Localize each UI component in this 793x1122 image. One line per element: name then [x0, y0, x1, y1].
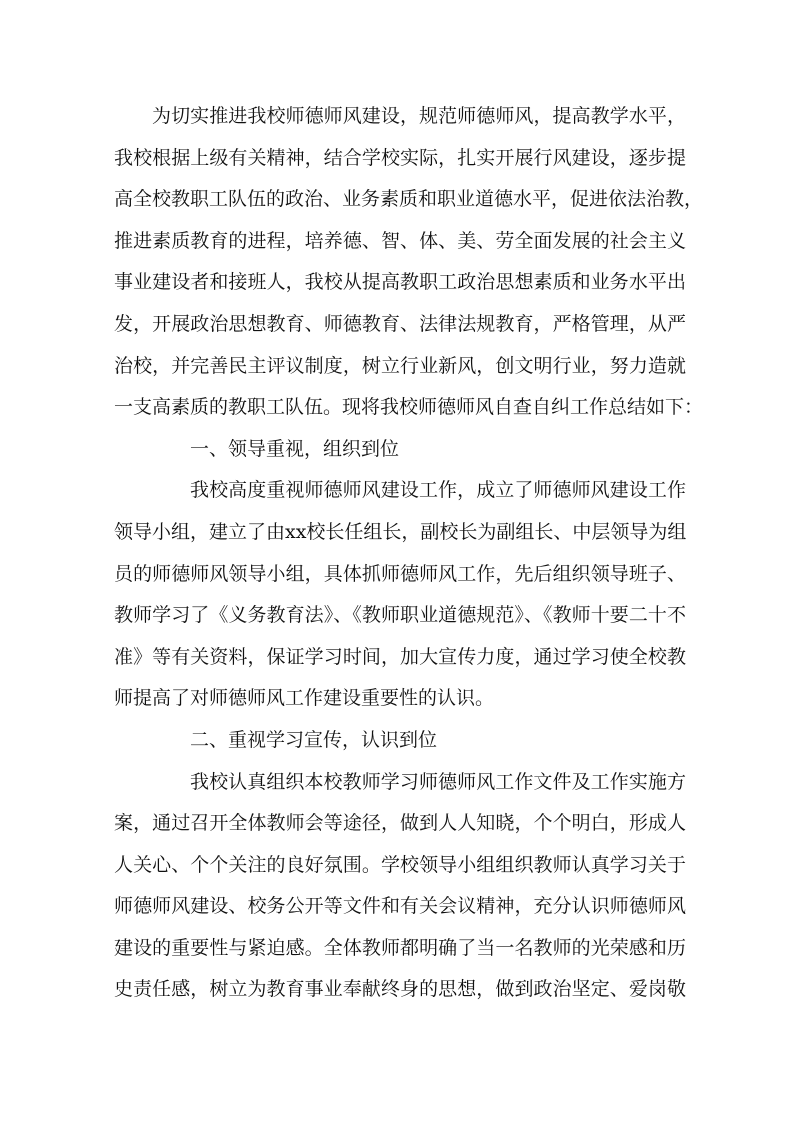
- section-heading-2: 二、重视学习宣传，认识到位: [190, 728, 438, 751]
- paragraph-3-line: 史责任感，树立为教育事业奉献终身的思想，做到政治坚定、爱岗敬: [114, 978, 686, 1001]
- paragraph-3-line: 案，通过召开全体教师会等途径，做到人人知晓，个个明白，形成人: [114, 812, 686, 835]
- paragraph-1-line: 高全校教职工队伍的政治、业务素质和职业道德水平，促进依法治教，: [114, 188, 704, 211]
- paragraph-1-line: 治校，并完善民主评议制度，树立行业新风，创文明行业，努力造就: [114, 354, 686, 377]
- paragraph-1-line: 事业建设者和接班人，我校从提高教职工政治思想素质和业务水平出: [114, 271, 686, 294]
- paragraph-3-line: 我校认真组织本校教师学习师德师风工作文件及工作实施方: [190, 770, 686, 793]
- paragraph-2-line: 员的师德师风领导小组，具体抓师德师风工作，先后组织领导班子、: [114, 562, 686, 585]
- paragraph-2-line: 教师学习了《义务教育法》、《教师职业道德规范》、《教师十要二十不: [114, 604, 686, 627]
- paragraph-2-line: 师提高了对师德师风工作建设重要性的认识。: [114, 687, 495, 710]
- section-heading-1: 一、领导重视，组织到位: [190, 437, 400, 460]
- paragraph-1-line: 推进素质教育的进程，培养德、智、体、美、劳全面发展的社会主义: [114, 229, 686, 252]
- paragraph-3-line: 师德师风建设、校务公开等文件和有关会议精神，充分认识师德师风: [114, 895, 686, 918]
- paragraph-1-line: 我校根据上级有关精神，结合学校实际，扎实开展行风建设，逐步提: [114, 146, 686, 169]
- paragraph-3-line: 建设的重要性与紧迫感。全体教师都明确了当一名教师的光荣感和历: [114, 936, 686, 959]
- paragraph-1-line: 发，开展政治思想教育、师德教育、法律法规教育，严格管理，从严: [114, 312, 686, 335]
- paragraph-2-line: 领导小组，建立了由xx校长任组长，副校长为副组长、中层领导为组: [114, 520, 687, 543]
- paragraph-1-line: 为切实推进我校师德师风建设，规范师德师风，提高教学水平，: [152, 105, 686, 127]
- document-page: [114, 96, 704, 1011]
- paragraph-3-line: 人关心、个个关注的良好氛围。学校领导小组组织教师认真学习关于: [114, 853, 686, 876]
- paragraph-2-line: 我校高度重视师德师风建设工作，成立了师德师风建设工作: [190, 479, 686, 502]
- paragraph-2-line: 准》等有关资料，保证学习时间，加大宣传力度，通过学习使全校教: [114, 645, 686, 668]
- paragraph-1-line: 一支高素质的教职工队伍。现将我校师德师风自查自纠工作总结如下：: [114, 396, 704, 419]
